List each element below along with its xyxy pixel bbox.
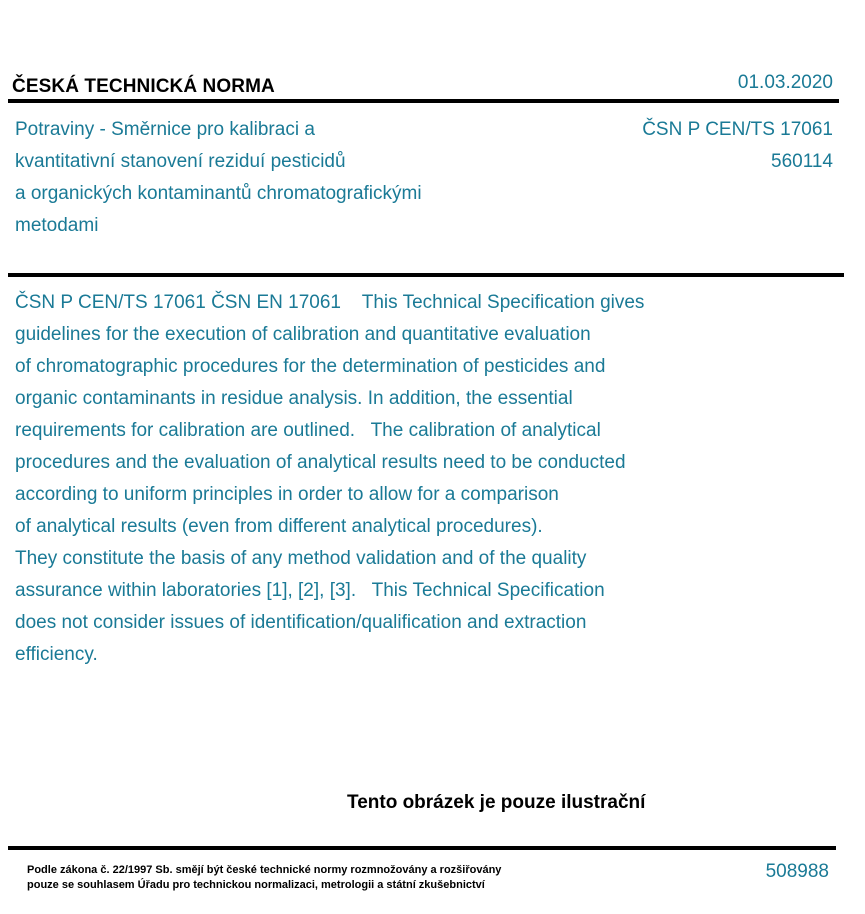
standard-title-line: Potraviny - Směrnice pro kalibraci a bbox=[15, 119, 315, 140]
abstract-line: requirements for calibration are outlined. The calibration of analytical bbox=[15, 420, 601, 441]
abstract-line: efficiency. bbox=[15, 644, 98, 665]
standard-title-line: a organických kontaminantů chromatografickými bbox=[15, 183, 422, 204]
document-date: 01.03.2020 bbox=[737, 72, 833, 93]
document-id: 508988 bbox=[765, 861, 829, 882]
footer-legal-line: Podle zákona č. 22/1997 Sb. smějí být české technické normy rozmnožovány a rozšiřovány bbox=[27, 864, 502, 876]
footer-divider bbox=[8, 846, 836, 850]
standard-title bbox=[15, 114, 535, 242]
footer-legal-notice bbox=[27, 863, 501, 893]
abstract-line: according to uniform principles in order to allow for a comparison bbox=[15, 484, 559, 505]
abstract-line: ČSN P CEN/TS 17061 ČSN EN 17061 This Technical Specification gives bbox=[15, 292, 645, 313]
abstract-line: of chromatographic procedures for the determination of pesticides and bbox=[15, 356, 606, 377]
footer-legal-line: pouze se souhlasem Úřadu pro technickou normalizaci, metrologii a státní zkušebnictví bbox=[27, 879, 485, 891]
abstract-text bbox=[15, 287, 745, 671]
illustration-note: Tento obrázek je pouze ilustrační bbox=[347, 792, 646, 813]
standard-title-line: metodami bbox=[15, 215, 99, 236]
abstract-line: They constitute the basis of any method validation and of the quality bbox=[15, 548, 587, 569]
abstract-line: of analytical results (even from different analytical procedures). bbox=[15, 516, 543, 537]
abstract-line: does not consider issues of identification/qualification and extraction bbox=[15, 612, 587, 633]
standard-title-line: kvantitativní stanovení reziduí pesticidů bbox=[15, 151, 346, 172]
abstract-line: procedures and the evaluation of analytical results need to be conducted bbox=[15, 452, 626, 473]
abstract-line: guidelines for the execution of calibration and quantitative evaluation bbox=[15, 324, 591, 345]
section-divider bbox=[8, 273, 844, 277]
document-header-title: ČESKÁ TECHNICKÁ NORMA bbox=[12, 76, 275, 97]
standard-code: ČSN P CEN/TS 17061 bbox=[642, 119, 833, 140]
abstract-line: assurance within laboratories [1], [2], [3]. This Technical Specification bbox=[15, 580, 605, 601]
standard-class-number: 560114 bbox=[771, 151, 833, 172]
abstract-line: organic contaminants in residue analysis. In addition, the essential bbox=[15, 388, 573, 409]
standard-code-block bbox=[642, 114, 833, 178]
header-divider bbox=[8, 99, 839, 103]
